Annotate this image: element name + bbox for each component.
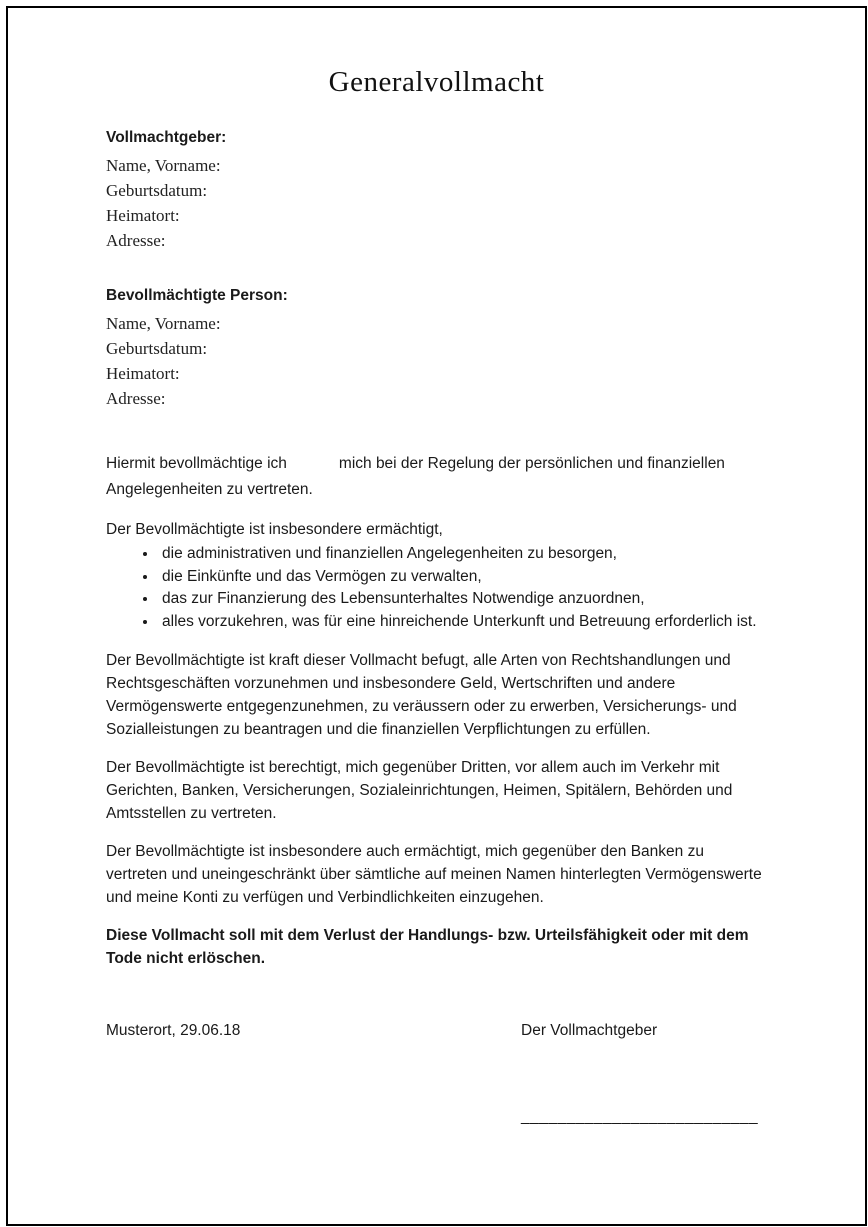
agent-field-birthdate: Geburtsdatum:	[106, 339, 208, 358]
signature-block	[521, 1022, 821, 1126]
signer-label: Der Vollmachtgeber	[521, 1022, 658, 1039]
grantor-field-hometown: Heimatort:	[106, 206, 180, 225]
powers-list-item: • die Einkünfte und das Vermögen zu verwalten,	[158, 566, 767, 589]
powers-list	[106, 543, 767, 633]
agent-section	[106, 287, 767, 411]
powers-list-item: • alles vorzukehren, was für eine hinreichende Unterkunft und Betreuung erforderlich ist.	[158, 611, 767, 634]
agent-field-name: Name, Vorname:	[106, 314, 221, 333]
document-page	[6, 6, 867, 1226]
powers-list-item: • die administrativen und finanziellen Angelegenheiten zu besorgen,	[158, 543, 767, 566]
paragraph-representation: Der Bevollmächtigte ist berechtigt, mich gegenüber Dritten, vor allem auch im Verkehr mit Gerichten, Banken, Versicherungen, Sozialeinrichtungen, Heimen, Spitälern, Behörden und Amtsstellen zu vertreten.	[106, 759, 733, 822]
grantor-section	[106, 129, 767, 253]
document-content	[8, 8, 865, 1224]
grantor-field-birthdate: Geburtsdatum:	[106, 181, 208, 200]
grantor-field-address: Adresse:	[106, 231, 166, 250]
intro-text-before-blank: Hiermit bevollmächtige ich	[106, 455, 287, 472]
grantor-field-name: Name, Vorname:	[106, 156, 221, 175]
agent-heading: Bevollmächtigte Person:	[106, 287, 288, 304]
agent-field-hometown: Heimatort:	[106, 364, 180, 383]
powers-intro: Der Bevollmächtigte ist insbesondere ermächtigt,	[106, 521, 443, 538]
page-title: Generalvollmacht	[328, 66, 545, 98]
intro-paragraph	[106, 451, 767, 503]
powers-list-item: • das zur Finanzierung des Lebensunterhaltes Notwendige anzuordnen,	[158, 588, 767, 611]
place-date: Musterort, 29.06.18	[106, 1022, 241, 1039]
grantor-heading: Vollmachtgeber:	[106, 129, 227, 146]
agent-field-address: Adresse:	[106, 389, 166, 408]
paragraph-legal-acts: Der Bevollmächtigte ist kraft dieser Vollmacht befugt, alle Arten von Rechtshandlungen und Rechtsgeschäften vorzunehmen und insbesondere Geld, Wertschriften und andere Vermögenswerte entgegenzunehmen, zu veräussern oder zu erwerben, Versicherungs- und Sozialleistungen zu beantragen und die finanziellen Verpflichtungen zu erfüllen.	[106, 652, 737, 738]
footer-row	[106, 1022, 767, 1125]
paragraph-banks: Der Bevollmächtigte ist insbesondere auch ermächtigt, mich gegenüber den Banken zu vertreten und uneingeschränkt über sämtliche auf meinen Namen hinterlegten Vermögenswerte und meine Konti zu verfügen und Verbindlichkeiten einzugehen.	[106, 843, 762, 906]
intro-text-after-blank: mich bei der Regelung der persönlichen und finanziellen Angelegenheiten zu vertreten.	[106, 455, 725, 498]
final-clause: Diese Vollmacht soll mit dem Verlust der Handlungs- bzw. Urteilsfähigkeit oder mit dem Tode nicht erlöschen.	[106, 927, 749, 967]
signature-line: __________________________	[521, 1108, 759, 1125]
